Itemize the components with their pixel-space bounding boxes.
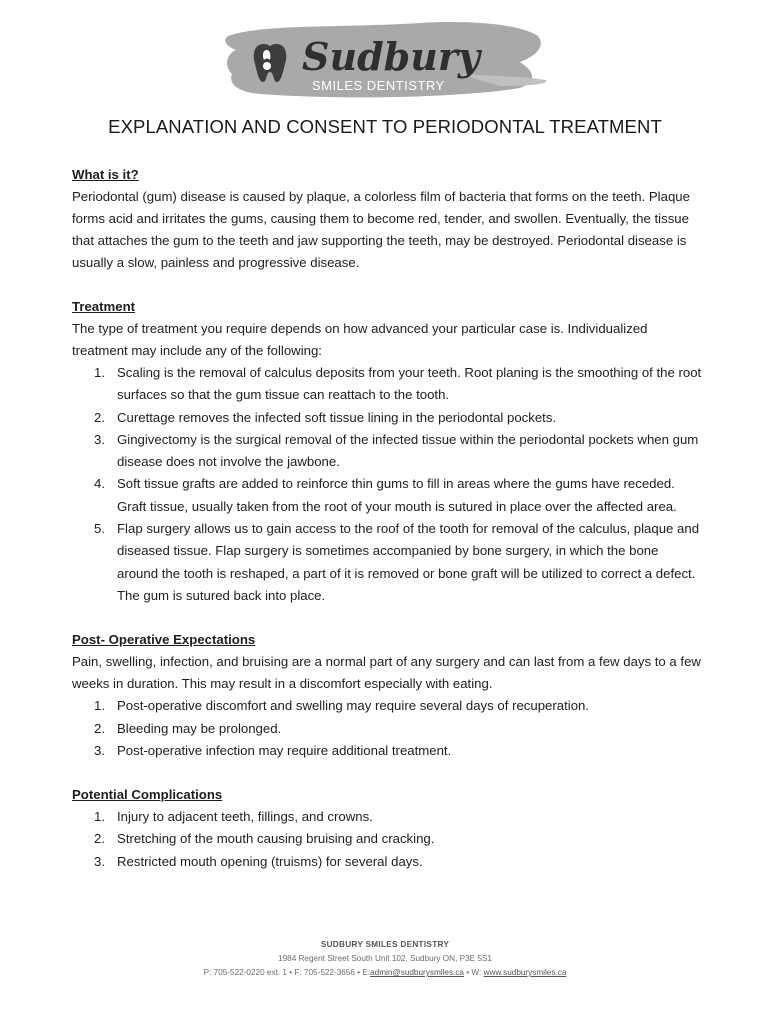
page-footer bbox=[0, 938, 770, 980]
logo-name: Sudbury bbox=[302, 34, 480, 79]
section-what-is-it bbox=[72, 164, 702, 274]
page-title: EXPLANATION AND CONSENT TO PERIODONTAL TREATMENT bbox=[108, 116, 662, 137]
list-item bbox=[72, 740, 702, 762]
list-item-text: Flap surgery allows us to gain access to the roof of the tooth for removal of the calculus, plaque and diseased tissue. Flap surgery is sometimes accompanied by bone surgery, in which the bone around the tooth is reshaped, a part of it is removed or bone graft will be utilized to correct a defect. The gum is sutured back into place. bbox=[117, 521, 700, 603]
footer-address: 1984 Regent Street South Unit 102, Sudbury ON, P3E 5S1 bbox=[278, 954, 492, 963]
footer-email-label: E: bbox=[362, 968, 371, 977]
list-item-number: 2. bbox=[94, 409, 105, 425]
list-item bbox=[72, 429, 702, 474]
section-heading: Post- Operative Expectations bbox=[72, 632, 256, 648]
list-item bbox=[72, 518, 702, 607]
document-body bbox=[72, 164, 702, 873]
list-item-text: Gingivectomy is the surgical removal of the infected tissue within the periodontal pockets when gum disease does not involve the jawbone. bbox=[117, 431, 699, 470]
list-item-number: 1. bbox=[94, 365, 105, 380]
list-item-text: Post-operative infection may require additional treatment. bbox=[117, 742, 452, 758]
section-treatment bbox=[72, 296, 702, 607]
footer-website-link[interactable]: www.sudburysmiles.ca bbox=[483, 968, 567, 977]
list-item bbox=[72, 806, 702, 828]
section-post-operative-expectations bbox=[72, 629, 702, 762]
list-item-text: Scaling is the removal of calculus deposits from your teeth. Root planing is the smoothing of the root surfaces so that the gum tissue can reattach to the tooth. bbox=[117, 365, 702, 403]
section-heading: Potential Complications bbox=[72, 787, 223, 803]
list-item-number: 4. bbox=[94, 476, 105, 492]
list-item-text: Curettage removes the infected soft tissue lining in the periodontal pockets. bbox=[117, 409, 557, 425]
list-item-text: Post-operative discomfort and swelling may require several days of recuperation. bbox=[117, 698, 590, 714]
treatment-list bbox=[72, 362, 702, 607]
list-item bbox=[72, 718, 702, 740]
logo-subtitle: SMILES DENTISTRY bbox=[312, 78, 445, 93]
section-paragraph: Pain, swelling, infection, and bruising are a normal part of any surgery and can last from a few days to a few weeks in duration. This may result in a discomfort especially with eating. bbox=[72, 654, 701, 692]
list-item bbox=[72, 407, 702, 429]
list-item bbox=[72, 473, 702, 518]
list-item-number: 2. bbox=[94, 831, 105, 847]
footer-fax: F: 705-522-3656 bbox=[294, 968, 355, 977]
section-paragraph: Periodontal (gum) disease is caused by plaque, a colorless film of bacteria that forms on the teeth. Plaque forms acid and irritates the gums, causing them to become red, tender, and swollen. Eventually, the tissue that attaches the gum to the teeth and jaw supporting the teeth, may be destroyed. Periodontal disease is usually a slow, painless and progressive disease. bbox=[72, 189, 690, 270]
section-potential-complications bbox=[72, 784, 702, 873]
list-item-number: 1. bbox=[94, 698, 105, 714]
footer-web-label: W: bbox=[471, 968, 482, 977]
list-item-number: 5. bbox=[94, 521, 105, 537]
list-item-text: Injury to adjacent teeth, fillings, and crowns. bbox=[117, 809, 373, 825]
footer-separator: • bbox=[357, 968, 361, 977]
complications-list bbox=[72, 806, 702, 873]
list-item-number: 1. bbox=[94, 809, 105, 825]
list-item-number: 3. bbox=[94, 431, 105, 447]
footer-contact-line bbox=[0, 966, 770, 980]
list-item-text: Bleeding may be prolonged. bbox=[117, 720, 282, 736]
expectations-list bbox=[72, 695, 702, 762]
footer-phone: P: 705-522-0220 ext. 1 bbox=[203, 968, 287, 977]
list-item bbox=[72, 828, 702, 850]
list-item bbox=[72, 362, 702, 407]
list-item-text: Stretching of the mouth causing bruising and cracking. bbox=[117, 831, 435, 847]
footer-practice-name: SUDBURY SMILES DENTISTRY bbox=[320, 940, 450, 949]
section-heading: Treatment bbox=[72, 299, 136, 314]
list-item-number: 3. bbox=[94, 742, 105, 758]
list-item-text: Restricted mouth opening (truisms) for several days. bbox=[117, 853, 423, 869]
list-item bbox=[72, 851, 702, 873]
list-item-text: Soft tissue grafts are added to reinforce thin gums to fill in areas where the gums have receded. Graft tissue, usually taken from the root of your mouth is sutured in place over the affected area. bbox=[117, 476, 677, 514]
footer-separator: • bbox=[466, 968, 470, 977]
list-item-number: 2. bbox=[94, 720, 105, 736]
section-paragraph: The type of treatment you require depends on how advanced your particular case is. Individualized treatment may include any of the following: bbox=[72, 321, 648, 358]
list-item-number: 3. bbox=[94, 853, 105, 869]
footer-email-link[interactable]: admin@sudburysmiles.ca bbox=[370, 968, 464, 977]
section-heading: What is it? bbox=[72, 167, 139, 182]
footer-separator: • bbox=[289, 968, 293, 977]
list-item bbox=[72, 695, 702, 717]
sudbury-smiles-logo bbox=[220, 14, 550, 104]
